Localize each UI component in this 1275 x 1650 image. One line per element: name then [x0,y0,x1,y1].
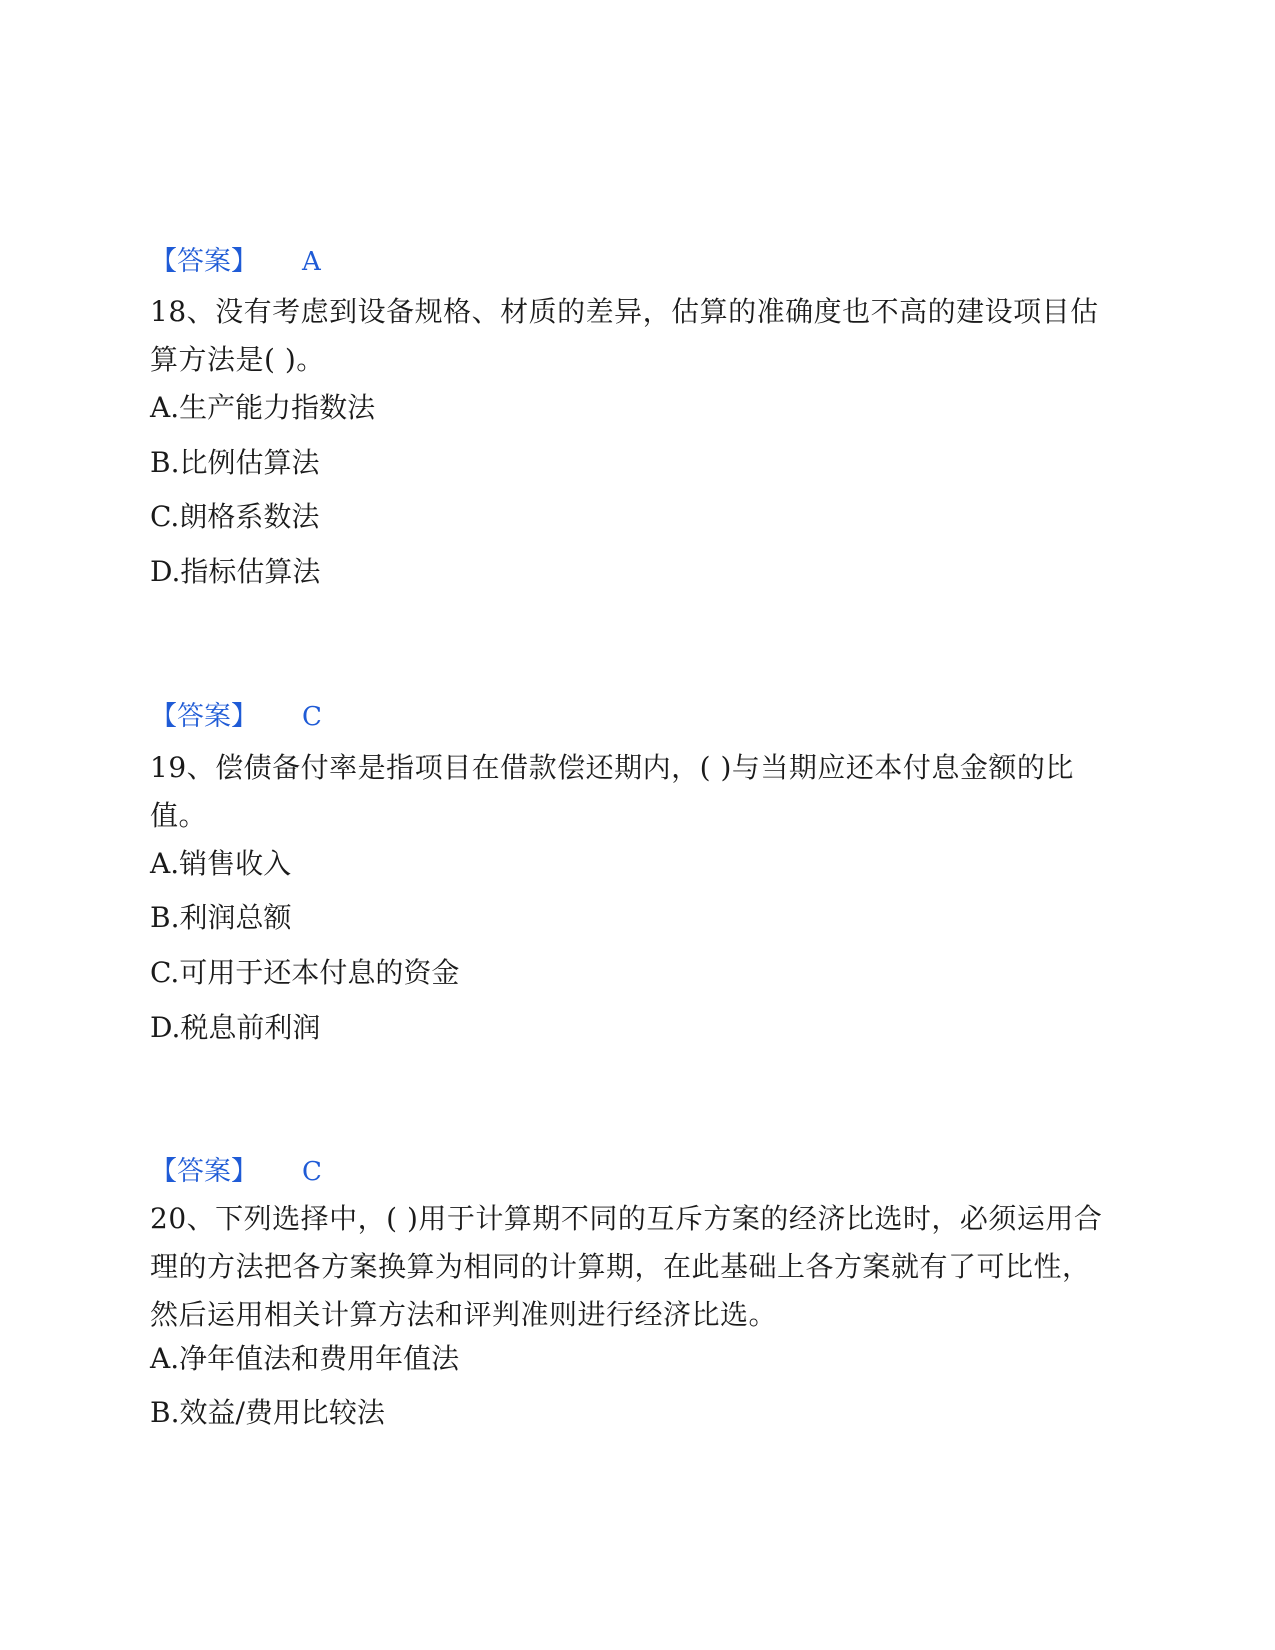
answer-line [150,697,322,737]
option-a: A.净年值法和费用年值法 [150,1342,460,1375]
option-c: C.朗格系数法 [150,500,320,533]
option-b: B.比例估算法 [150,446,320,479]
answer-value: C [302,1157,322,1187]
answer-value: C [302,702,322,732]
option-a: A.生产能力指数法 [150,391,376,424]
option-c: C.可用于还本付息的资金 [150,956,460,989]
answer-label: 【答案】 [150,1156,258,1187]
answer-label: 【答案】 [150,246,258,277]
question-text: 19、偿债备付率是指项目在借款偿还期内，( )与当期应还本付息金额的比值。 [150,751,1074,832]
option-b: B.利润总额 [150,901,292,934]
option-a: A.销售收入 [150,847,292,880]
question-text: 20、下列选择中，( )用于计算期不同的互斥方案的经济比选时，必须运用合理的方法把各方案换算为相同的计算期，在此基础上各方案就有了可比性，然后运用相关计算方法和评判准则进行经济比选。 [150,1202,1103,1331]
answer-value: A [302,247,321,277]
answer-label: 【答案】 [150,701,258,732]
question-text: 18、没有考虑到设备规格、材质的差异，估算的准确度也不高的建设项目估算方法是( )。 [150,295,1099,376]
option-d: D.税息前利润 [150,1011,321,1044]
answer-line [150,1152,322,1192]
option-d: D.指标估算法 [150,555,321,588]
option-b: B.效益/费用比较法 [150,1396,385,1429]
answer-line [150,242,321,282]
